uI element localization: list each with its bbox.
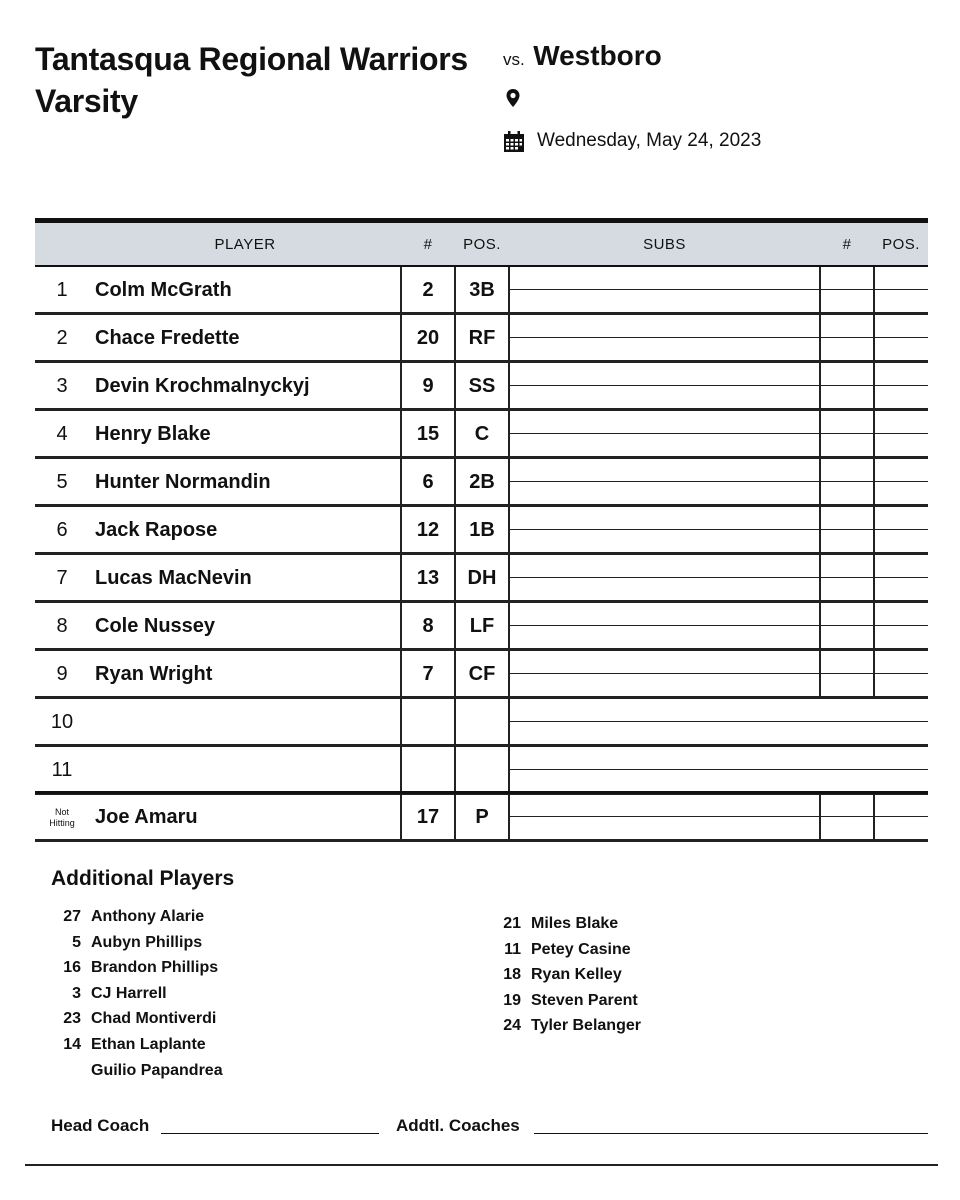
batting-order: 6 — [56, 519, 68, 541]
not-hitting-row — [35, 794, 928, 842]
player-number: 7 — [422, 663, 434, 685]
player-number: 20 — [416, 327, 440, 349]
player-name: Lucas MacNevin — [95, 567, 252, 589]
player-name: Henry Blake — [95, 423, 211, 445]
list-item: 3 CJ Harrell — [72, 984, 167, 1002]
lineup-row — [35, 363, 928, 411]
list-item: 23 Chad Montiverdi — [63, 1010, 217, 1028]
matchup — [503, 40, 662, 72]
player-position: P — [475, 806, 489, 828]
list-item: Guilio Papandrea — [91, 1061, 223, 1079]
batting-order: 1 — [56, 279, 68, 301]
game-date: Wednesday, May 24, 2023 — [537, 130, 762, 151]
additional-players-title: Additional Players — [51, 867, 235, 890]
bottom-rule — [25, 1164, 938, 1166]
batting-order: 11 — [51, 759, 73, 781]
player-name: Jack Rapose — [95, 519, 218, 541]
lineup-row — [35, 411, 928, 459]
batting-order: 7 — [56, 567, 68, 589]
lineup-row — [35, 603, 928, 651]
header-player: PLAYER — [214, 236, 276, 253]
list-item: 18 Ryan Kelley — [503, 966, 622, 984]
batting-order: 5 — [56, 471, 68, 493]
player-position: CF — [468, 663, 496, 685]
lineup-row — [35, 267, 928, 315]
list-item: 27 Anthony Alarie — [63, 908, 205, 925]
player-number: 8 — [422, 615, 434, 637]
addtl-coaches-label: Addtl. Coaches — [396, 1116, 520, 1135]
vs-label: vs. — [503, 50, 525, 69]
head-coach-line — [161, 1133, 379, 1134]
list-item: 24 Tyler Belanger — [503, 1017, 641, 1035]
player-name: Colm McGrath — [95, 279, 232, 301]
player-position: 1B — [469, 519, 495, 541]
player-position: DH — [467, 567, 497, 589]
player-position: 3B — [469, 279, 495, 301]
player-position: SS — [468, 375, 496, 397]
player-name: Chace Fredette — [95, 327, 240, 349]
lineup-row — [35, 315, 928, 363]
header-subs: SUBS — [643, 236, 686, 253]
header-sub-number: # — [842, 236, 852, 253]
player-number: 17 — [416, 806, 440, 828]
map-pin-icon — [504, 88, 522, 108]
lineup-row — [35, 699, 928, 747]
list-item: 21 Miles Blake — [503, 915, 619, 932]
addtl-coaches-line — [534, 1133, 928, 1134]
lineup-row — [35, 459, 928, 507]
player-number: 2 — [422, 279, 434, 301]
batting-order: 8 — [56, 615, 68, 637]
lineup-row — [35, 747, 928, 795]
additional-players-left — [51, 904, 223, 1083]
player-position: RF — [468, 327, 496, 349]
batting-order: 4 — [56, 423, 68, 445]
list-item: 19 Steven Parent — [503, 991, 638, 1009]
not-hitting-label: Not Hitting — [49, 807, 75, 828]
header-sub-position: POS. — [882, 236, 920, 253]
batting-order: 9 — [56, 663, 68, 685]
player-name: Devin Krochmalnyckyj — [95, 375, 310, 397]
lineup-row — [35, 555, 928, 603]
list-item: 14 Ethan Laplante — [63, 1035, 206, 1053]
player-position: C — [474, 423, 490, 445]
calendar-icon — [503, 131, 525, 153]
player-name: Joe Amaru — [95, 806, 198, 828]
lineup-row — [35, 651, 928, 699]
player-position: 2B — [469, 471, 495, 493]
player-number: 13 — [416, 567, 440, 589]
player-number: 12 — [416, 519, 440, 541]
head-coach-label: Head Coach — [51, 1116, 150, 1135]
batting-order: 10 — [50, 711, 74, 733]
player-name: Cole Nussey — [95, 615, 216, 637]
lineup-row — [35, 507, 928, 555]
batting-order: 2 — [56, 327, 68, 349]
player-position: LF — [469, 615, 495, 637]
team-level: Varsity — [35, 83, 138, 119]
additional-players-right — [491, 911, 641, 1039]
list-item: 16 Brandon Phillips — [63, 959, 219, 977]
opponent-name: Westboro — [533, 40, 662, 71]
player-number: 6 — [422, 471, 434, 493]
list-item: 11 Petey Casine — [504, 940, 631, 958]
player-name: Ryan Wright — [95, 663, 213, 685]
header-position: POS. — [463, 236, 501, 253]
player-number: 9 — [422, 375, 434, 397]
list-item: 5 Aubyn Phillips — [72, 933, 203, 951]
batting-order: 3 — [56, 375, 68, 397]
player-number: 15 — [416, 423, 440, 445]
team-name: Tantasqua Regional Warriors — [35, 41, 468, 77]
team-title — [35, 38, 468, 122]
player-name: Hunter Normandin — [95, 471, 271, 493]
header-number: # — [423, 236, 433, 253]
